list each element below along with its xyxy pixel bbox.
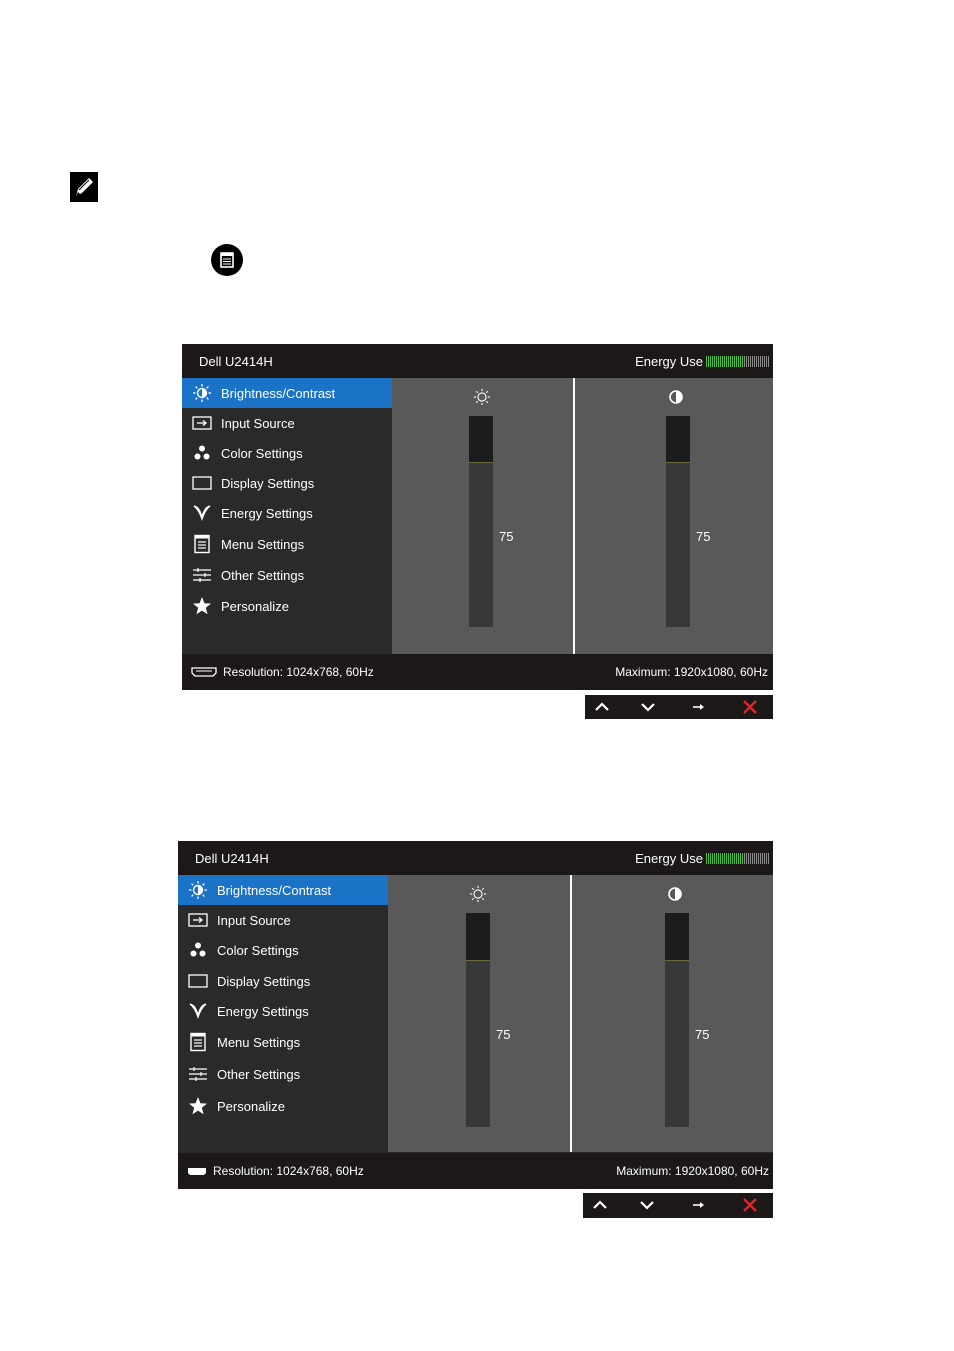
energy-bar-segment	[712, 356, 713, 367]
brightness-value: 75	[499, 529, 514, 544]
energy-bar-segment	[762, 853, 763, 864]
monitor-model: Dell U2414H	[195, 851, 269, 866]
menu-item-label: Display Settings	[217, 973, 311, 989]
energy-bar-segment	[742, 356, 743, 367]
osd-screen-2	[178, 841, 773, 1189]
slider-unfilled	[665, 913, 689, 961]
energy-bar-segment	[714, 853, 715, 864]
energy-bar-segment	[762, 356, 763, 367]
energy-bar-segment	[758, 853, 759, 864]
menu-item-label: Energy Settings	[221, 505, 313, 521]
energy-bar-segment	[748, 853, 749, 864]
menu-item-brightness-contrast[interactable]	[182, 378, 392, 408]
energy-bar-segment	[708, 853, 709, 864]
energy-bar-segment	[728, 356, 729, 367]
other-settings-icon	[192, 565, 212, 585]
energy-bar-segment	[730, 356, 731, 367]
menu-item-label: Personalize	[221, 598, 289, 614]
brightness-slider[interactable]	[466, 913, 490, 1127]
menu-item-energy-settings[interactable]	[182, 498, 392, 528]
menu-item-personalize[interactable]	[182, 591, 392, 621]
slider-unfilled	[666, 416, 690, 463]
down-icon[interactable]	[623, 1193, 671, 1217]
energy-use-meter	[635, 851, 769, 866]
energy-bar-segment	[752, 853, 753, 864]
menu-item-display-settings[interactable]	[182, 468, 392, 498]
resolution-text: Resolution: 1024x768, 60Hz	[223, 665, 374, 679]
menu-item-menu-settings[interactable]	[178, 1027, 388, 1057]
menu-item-label: Input Source	[217, 912, 291, 928]
energy-bar-segment	[750, 853, 751, 864]
contrast-slider[interactable]	[665, 913, 689, 1127]
star-icon	[192, 596, 212, 616]
sun-icon	[469, 885, 487, 903]
energy-bar-segment	[734, 853, 735, 864]
energy-bar-segment	[766, 853, 767, 864]
menu-item-label: Menu Settings	[217, 1034, 301, 1050]
energy-bar-segment	[756, 356, 757, 367]
slider-unfilled	[466, 913, 490, 961]
energy-bar-segment	[724, 853, 725, 864]
maximum-resolution-text: Maximum: 1920x1080, 60Hz	[616, 1164, 769, 1178]
energy-bar-segment	[752, 356, 753, 367]
energy-use-meter	[635, 354, 769, 369]
energy-bar-segment	[716, 853, 717, 864]
energy-bar-segment	[758, 356, 759, 367]
menu-settings-icon	[188, 1032, 208, 1052]
energy-bar-segment	[732, 853, 733, 864]
contrast-panel	[575, 378, 773, 654]
energy-bar-segment	[764, 356, 765, 367]
maximum-resolution-text: Maximum: 1920x1080, 60Hz	[615, 665, 768, 679]
energy-use-label: Energy Use	[635, 851, 703, 866]
menu-settings-icon	[192, 534, 212, 554]
osd-status-bar	[182, 654, 773, 690]
menu-item-label: Color Settings	[217, 942, 299, 958]
energy-bar-segment	[714, 356, 715, 367]
menu-item-label: Input Source	[221, 415, 295, 431]
menu-button-icon	[211, 244, 243, 276]
energy-bar-segment	[768, 853, 769, 864]
resolution-readout	[187, 1164, 364, 1178]
energy-bar-segment	[724, 356, 725, 367]
energy-bar-segment	[720, 853, 721, 864]
menu-item-energy-settings[interactable]	[178, 996, 388, 1026]
energy-bar-segment	[732, 356, 733, 367]
energy-settings-icon	[188, 1001, 208, 1021]
energy-bar-segment	[710, 853, 711, 864]
energy-bar-segment	[706, 356, 707, 367]
energy-bar-segment	[738, 853, 739, 864]
energy-bar-segment	[750, 356, 751, 367]
menu-item-color-settings[interactable]	[178, 935, 388, 965]
menu-item-brightness-contrast[interactable]	[178, 875, 388, 905]
energy-bar-segment	[706, 853, 707, 864]
osd-nav-bar-2	[583, 1193, 773, 1218]
color-settings-icon	[192, 443, 212, 463]
energy-bar-segment	[738, 356, 739, 367]
right-arrow-icon[interactable]	[675, 1193, 723, 1217]
close-icon[interactable]	[726, 1193, 774, 1217]
menu-item-label: Brightness/Contrast	[221, 385, 336, 401]
brightness-contrast-icon	[188, 880, 208, 900]
energy-bar-segment	[734, 356, 735, 367]
energy-bar-segment	[726, 356, 727, 367]
energy-bar-segment	[722, 853, 723, 864]
energy-bar-segment	[730, 853, 731, 864]
monitor-model: Dell U2414H	[199, 354, 273, 369]
brightness-value: 75	[496, 1027, 511, 1042]
energy-bar-segment	[708, 356, 709, 367]
up-icon[interactable]	[576, 1193, 624, 1217]
osd-nav-bar-1	[585, 695, 773, 719]
menu-item-other-settings[interactable]	[178, 1059, 388, 1089]
energy-bar-segment	[728, 853, 729, 864]
menu-item-menu-settings[interactable]	[182, 529, 392, 559]
pencil-note-icon	[70, 172, 98, 202]
energy-use-label: Energy Use	[635, 354, 703, 369]
hdmi-connector-icon	[191, 667, 217, 677]
down-icon[interactable]	[624, 695, 672, 719]
energy-bar-segment	[756, 853, 757, 864]
menu-item-input-source[interactable]	[178, 905, 388, 935]
right-arrow-icon[interactable]	[675, 695, 723, 719]
contrast-value: 75	[695, 1027, 710, 1042]
menu-item-label: Energy Settings	[217, 1003, 309, 1019]
energy-bar-segment	[726, 853, 727, 864]
energy-bar-segment	[754, 356, 755, 367]
menu-item-other-settings[interactable]	[182, 560, 392, 590]
energy-bar-segment	[740, 853, 741, 864]
energy-bar-segment	[712, 853, 713, 864]
input-source-icon	[192, 413, 212, 433]
energy-bar-segment	[736, 853, 737, 864]
brightness-panel	[388, 875, 570, 1152]
up-icon[interactable]	[578, 695, 626, 719]
energy-bars	[706, 853, 769, 864]
energy-bar-segment	[746, 853, 747, 864]
resolution-readout	[191, 665, 374, 679]
energy-bar-segment	[718, 853, 719, 864]
resolution-text: Resolution: 1024x768, 60Hz	[213, 1164, 364, 1178]
menu-item-label: Personalize	[217, 1098, 285, 1114]
energy-bar-segment	[760, 853, 761, 864]
menu-item-label: Display Settings	[221, 475, 315, 491]
color-settings-icon	[188, 940, 208, 960]
osd-title-bar	[182, 344, 773, 378]
display-settings-icon	[188, 971, 208, 991]
energy-bar-segment	[746, 356, 747, 367]
menu-item-input-source[interactable]	[182, 408, 392, 438]
other-settings-icon	[188, 1064, 208, 1084]
energy-bar-segment	[768, 356, 769, 367]
energy-bar-segment	[766, 356, 767, 367]
contrast-icon	[667, 886, 685, 904]
menu-item-label: Other Settings	[221, 567, 305, 583]
contrast-icon	[668, 389, 686, 407]
menu-item-display-settings[interactable]	[178, 966, 388, 996]
menu-item-label: Menu Settings	[221, 536, 305, 552]
energy-bar-segment	[748, 356, 749, 367]
energy-bar-segment	[736, 356, 737, 367]
sun-icon	[473, 388, 491, 406]
osd-title-bar	[178, 841, 773, 875]
energy-bar-segment	[718, 356, 719, 367]
close-icon[interactable]	[726, 695, 774, 719]
brightness-slider[interactable]	[469, 416, 493, 627]
menu-item-label: Brightness/Contrast	[217, 882, 332, 898]
energy-bar-segment	[760, 356, 761, 367]
hdmi-connector-icon	[187, 1167, 207, 1176]
energy-bar-segment	[764, 853, 765, 864]
osd-main-menu	[182, 378, 392, 654]
energy-bar-segment	[720, 356, 721, 367]
brightness-contrast-icon	[192, 383, 212, 403]
energy-bar-segment	[716, 356, 717, 367]
osd-main-menu	[178, 875, 388, 1152]
input-source-icon	[188, 910, 208, 930]
energy-bar-segment	[754, 853, 755, 864]
energy-settings-icon	[192, 503, 212, 523]
osd-screen-1	[182, 344, 773, 690]
energy-bars	[706, 356, 769, 367]
energy-bar-segment	[710, 356, 711, 367]
display-settings-icon	[192, 473, 212, 493]
brightness-panel	[392, 378, 573, 654]
contrast-value: 75	[696, 529, 711, 544]
menu-item-label: Color Settings	[221, 445, 303, 461]
energy-bar-segment	[722, 356, 723, 367]
energy-bar-segment	[744, 853, 745, 864]
star-icon	[188, 1096, 208, 1116]
menu-item-label: Other Settings	[217, 1066, 301, 1082]
slider-unfilled	[469, 416, 493, 463]
energy-bar-segment	[742, 853, 743, 864]
contrast-slider[interactable]	[666, 416, 690, 627]
menu-item-color-settings[interactable]	[182, 438, 392, 468]
osd-status-bar	[178, 1153, 773, 1189]
menu-item-personalize[interactable]	[178, 1091, 388, 1121]
energy-bar-segment	[740, 356, 741, 367]
energy-bar-segment	[744, 356, 745, 367]
contrast-panel	[572, 875, 773, 1152]
